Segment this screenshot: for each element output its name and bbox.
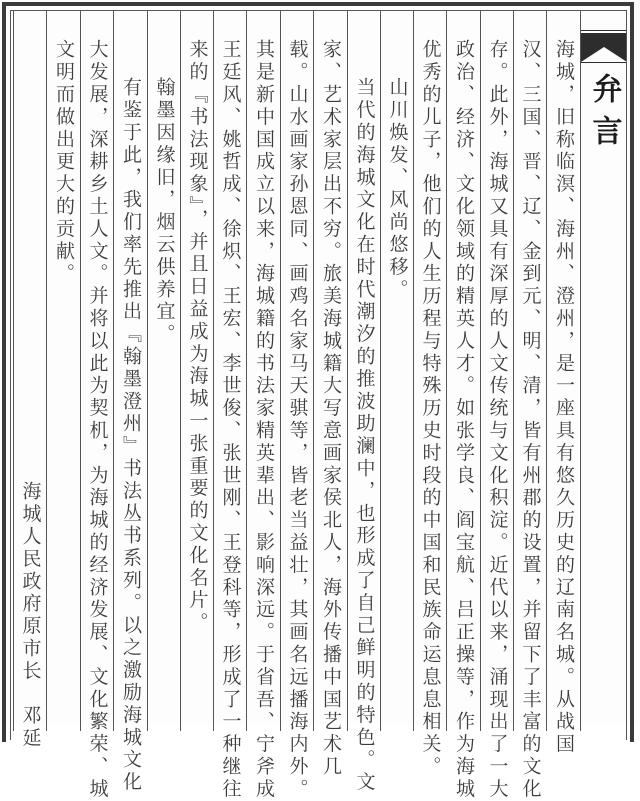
text-column-7	[347, 11, 380, 794]
column-text: 有鉴于此，我们率先推出『翰墨澄州』书法丛书系列。以之激励海城文化	[120, 77, 142, 794]
text-column-10	[246, 11, 280, 801]
column-text: 来的『书法现象』，并且日益成为海城一张重要的文化名片。	[186, 39, 209, 635]
text-column-14	[113, 11, 147, 794]
column-text: 大发展，深耕乡土人文。并将以此为契机，为海城的经济发展、文化繁荣、城	[86, 39, 109, 801]
page-title: 弁言	[586, 73, 622, 157]
text-column-13	[147, 11, 180, 731]
column-text: 山川焕发、风尚悠移。	[386, 77, 409, 301]
column-text: 当代的海城文化在时代潮汐的推波助澜中，也形成了自己鲜明的特色。文	[353, 77, 376, 794]
column-text: 存。此外，海城又具有深厚的人文传统与文化积淀。近代以来，涌现出了一大	[486, 39, 509, 801]
column-text: 文明而做出更大的贡献。	[53, 39, 75, 286]
text-column-6	[380, 11, 413, 731]
column-text: 家、艺术家层出不穷。旅美海城籍大写意画家侯北人，海外传播中国艺术几	[320, 39, 342, 779]
column-text: 王廷风、姚哲成、徐炽、王宏、李世俊、张世刚、王登科等，形成了一种继往	[219, 39, 242, 801]
vertical-text-columns	[11, 11, 626, 801]
text-column-3	[480, 11, 513, 801]
title-column	[580, 11, 626, 731]
text-column-9	[280, 11, 313, 801]
text-column-1	[546, 11, 580, 756]
column-text: 其是新中国成立以来，海城籍的书法家精英辈出、影响深远。于省吾、宁斧成	[253, 39, 275, 801]
column-text: 海城，旧称临溟、海州、澄州，是一座具有悠久历史的辽南名城。从战国	[553, 39, 575, 756]
column-text: 政治、经济、文化领域的精英人才。如张学良、阎宝航、吕正操等，作为海城	[453, 39, 475, 801]
signature-text: 海城人民政府原市长 邓延	[19, 481, 42, 750]
chevron-up-icon	[581, 47, 627, 62]
text-column-16	[46, 11, 80, 731]
text-column-11	[213, 11, 246, 801]
text-column-4	[446, 11, 480, 801]
text-column-15	[80, 11, 113, 801]
signature-column	[13, 11, 46, 750]
text-column-8	[313, 11, 347, 779]
text-column-2	[513, 11, 546, 801]
text-column-12	[180, 11, 213, 731]
column-text: 翰墨因缘旧，烟云供养宜。	[153, 77, 176, 346]
text-column-5	[413, 11, 446, 779]
column-text: 载。山水画家孙恩同、画鸡名家马天骐等，皆老当益壮，其画名远播海内外。	[286, 39, 309, 801]
column-text: 优秀的儿子，他们的人生历程与特殊历史时段的中国和民族命运息息相关。	[419, 39, 442, 779]
column-text: 汉、三国、晋、辽、金到元、明、清，皆有州郡的设置，并留下了丰富的文化	[519, 39, 542, 801]
